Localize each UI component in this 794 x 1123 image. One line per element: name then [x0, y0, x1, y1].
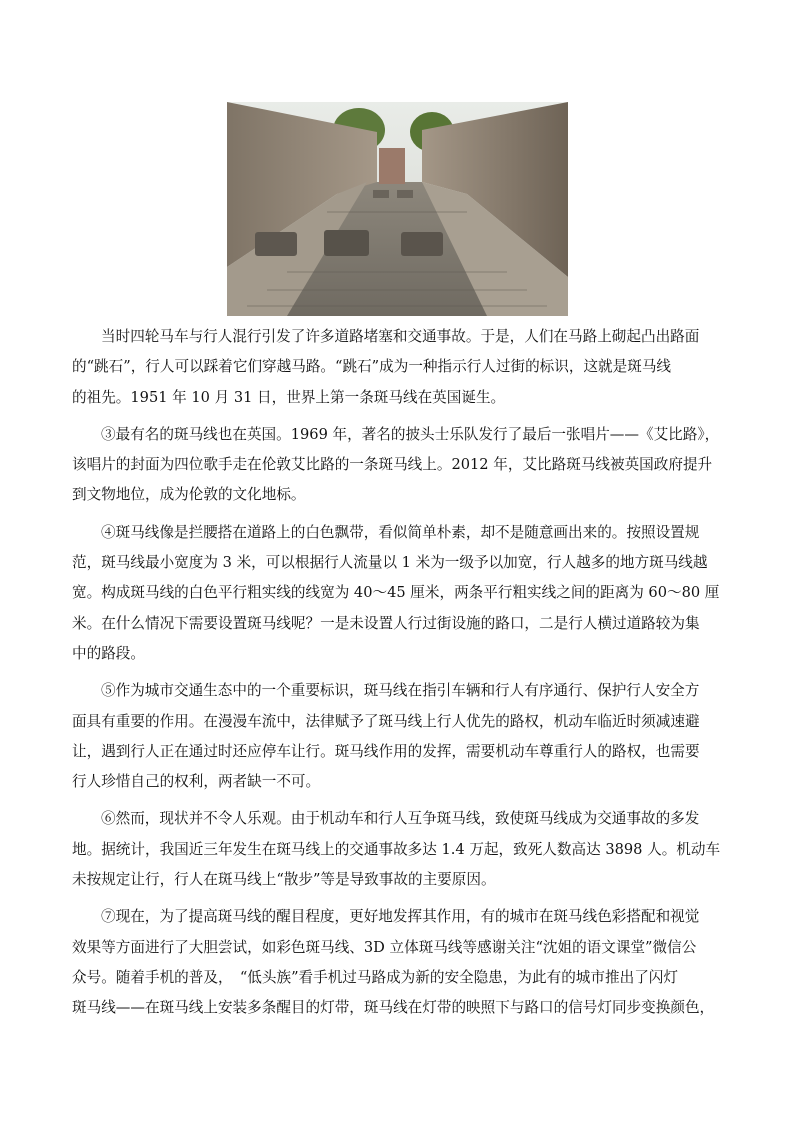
text-line: 到文物地位，成为伦敦的文化地标。 [72, 486, 306, 504]
text-line: 斑马线——在斑马线上安装多条醒目的灯带，斑马线在灯带的映照下与路口的信号灯同步变换颜色， [72, 999, 715, 1017]
text-line: 当时四轮马车与行人混行引发了许多道路堵塞和交通事故。于是，人们在马路上砌起凸出路面 [101, 328, 700, 345]
text-line: 该唱片的封面为四位歌手走在伦敦艾比路的一条斑马线上。2012 年，艾比路斑马线被英国政府提升 [72, 456, 713, 474]
text-line: ④斑马线像是拦腰搭在道路上的白色飘带，看似简单朴素，却不是随意画出来的。按照设置规 [101, 523, 700, 541]
text-line: 众号。随着手机的普及， “低头族”看手机过马路成为新的安全隐患，为此有的城市推出了闪灯 [72, 968, 678, 986]
text-line: 宽。构成斑马线的白色平行粗实线的线宽为 40～45 厘米，两条平行粗实线之间的距离为 60～80 厘 [72, 584, 720, 602]
paragraph-3 [72, 420, 722, 511]
text-line: 范，斑马线最小宽度为 3 米，可以根据行人流量以 1 米为一级予以加宽，行人越多的地方斑马线越 [72, 554, 708, 572]
paragraph-6 [72, 804, 722, 895]
text-line: 米。在什么情况下需要设置斑马线呢？一是未设置人行过街设施的路口，二是行人横过道路较为集 [72, 614, 700, 632]
street-photo [227, 102, 568, 316]
paragraph-4 [72, 518, 722, 669]
text-line: ⑦现在，为了提高斑马线的醒目程度，更好地发挥其作用，有的城市在斑马线色彩搭配和视觉 [101, 908, 700, 926]
text-line: 面具有重要的作用。在漫漫车流中，法律赋予了斑马线上行人优先的路权，机动车临近时须减速避 [72, 712, 700, 730]
text-line: 行人珍惜自己的权利，两者缺一不可。 [72, 773, 321, 791]
ancient-street-image [227, 102, 568, 316]
paragraph-7 [72, 902, 722, 1023]
text-line: ⑥然而，现状并不令人乐观。由于机动车和行人互争斑马线，致使斑马线成为交通事故的多发 [101, 810, 700, 828]
text-line: 效果等方面进行了大胆尝试，如彩色斑马线、3D 立体斑马线等感谢关注“沈姐的语文课堂”微信公 [72, 938, 697, 956]
text-line: ⑤作为城市交通生态中的一个重要标识，斑马线在指引车辆和行人有序通行、保护行人安全方 [101, 682, 700, 700]
text-line: 让，遇到行人正在通过时还应停车让行。斑马线作用的发挥，需要机动车尊重行人的路权，也需要 [72, 742, 700, 760]
text-line: 的“跳石”，行人可以踩着它们穿越马路。“跳石”成为一种指示行人过街的标识，这就是斑马线 [72, 358, 672, 376]
paragraph-5 [72, 676, 722, 797]
text-line: 的祖先。1951 年 10 月 31 日，世界上第一条斑马线在英国诞生。 [72, 388, 506, 406]
paragraph-history [72, 322, 722, 413]
text-line: ③最有名的斑马线也在英国。1969 年，著名的披头士乐队发行了最后一张唱片——《艾比路》， [101, 425, 720, 443]
text-line: 地。据统计，我国近三年发生在斑马线上的交通事故多达 1.4 万起，致死人数高达 3898 人。机动车 [72, 840, 721, 858]
text-line: 中的路段。 [72, 644, 145, 662]
article-body [72, 322, 722, 1031]
text-line: 未按规定让行，行人在斑马线上“散步”等是导致事故的主要原因。 [72, 871, 496, 889]
